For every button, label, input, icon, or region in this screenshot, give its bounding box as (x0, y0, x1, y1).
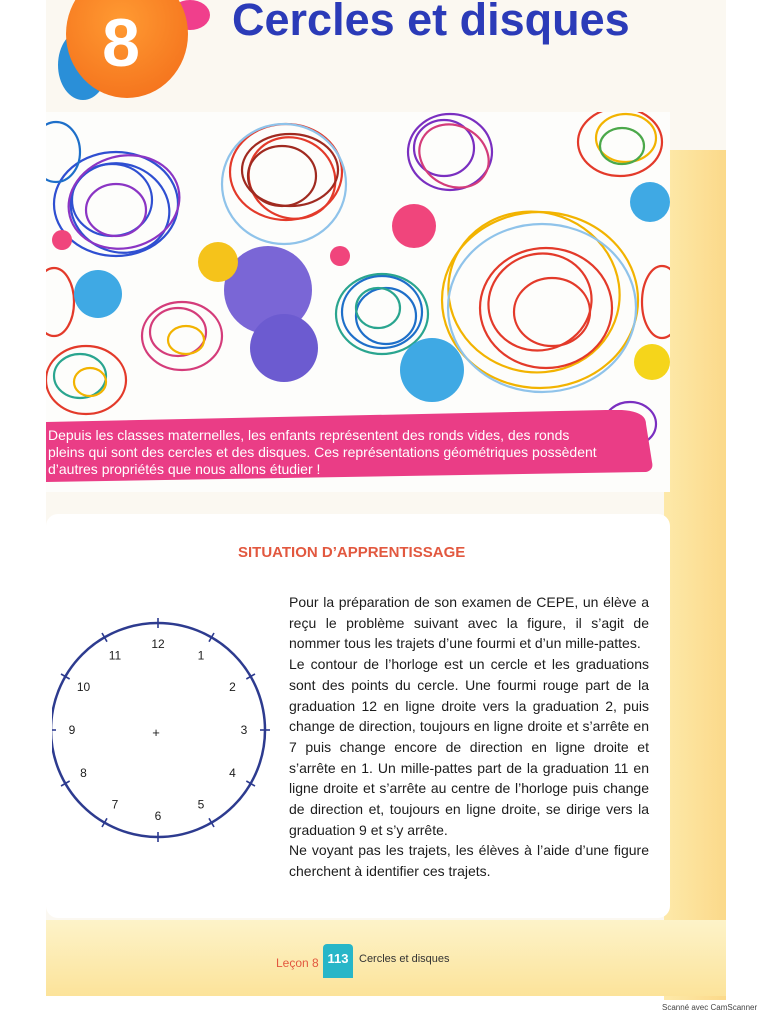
chapter-title: Cercles et disques (232, 0, 630, 45)
clock-number: 10 (76, 680, 91, 694)
situation-text (289, 592, 649, 882)
clock-figure (52, 618, 272, 848)
clock-number: 5 (197, 797, 205, 812)
page-edge-band (664, 150, 726, 1000)
clock-number: 1 (197, 648, 205, 663)
scanner-watermark: Scanné avec CamScanner (662, 1003, 758, 1012)
situation-paragraph: Ne voyant pas les trajets, les élèves à l’aide d’une figure cherchent à identifier ces trajets. (289, 842, 649, 880)
clock-center-mark: + (152, 725, 160, 740)
intro-banner-text: Depuis les classes maternelles, les enfants représentent des ronds vides, des ronds pleins qui sont des cercles et des disques. Ces représentations géométriques possèdent d’autres propriétés que nous allons étudier ! (48, 427, 597, 477)
clock-number: 9 (68, 723, 76, 737)
clock-number: 11 (108, 648, 122, 663)
clock-number: 7 (111, 797, 119, 812)
footer-chapter-title: Cercles et disques (359, 953, 450, 965)
chapter-number: 8 (102, 5, 140, 81)
clock-number: 4 (229, 766, 236, 780)
clock-number: 12 (151, 637, 165, 651)
situation-paragraph: Le contour de l’horloge est un cercle et les graduations sont des points du cercle. Une fourmi rouge part de la graduation 12 en ligne droite vers la graduation 2, puis change de direction, toujours en ligne droite et s’arrête en 7 puis change encore de direction en ligne droite et s’arrête en 1. Un mille-pattes part de la graduation 11 en ligne droite et s’arrête au centre de l’horloge puis change de direction et, toujours en ligne droite, se dirige vers la graduation 9 et s’y arrête. (289, 656, 649, 838)
clock-number: 8 (80, 766, 87, 780)
situation-paragraph: Pour la préparation de son examen de CEPE, un élève a reçu le problème suivant avec la figure, il s’agit de nommer tous les trajets d’une fourmi et d’un mille-pattes. (289, 594, 649, 652)
clock-number: 6 (154, 809, 162, 823)
clock-number: 2 (229, 680, 236, 694)
situation-heading: SITUATION D’APPRENTISSAGE (238, 544, 466, 561)
clock-number: 3 (240, 723, 248, 737)
footer-page-number: 113 (323, 944, 353, 978)
footer-lesson-label: Leçon 8 (276, 956, 319, 970)
